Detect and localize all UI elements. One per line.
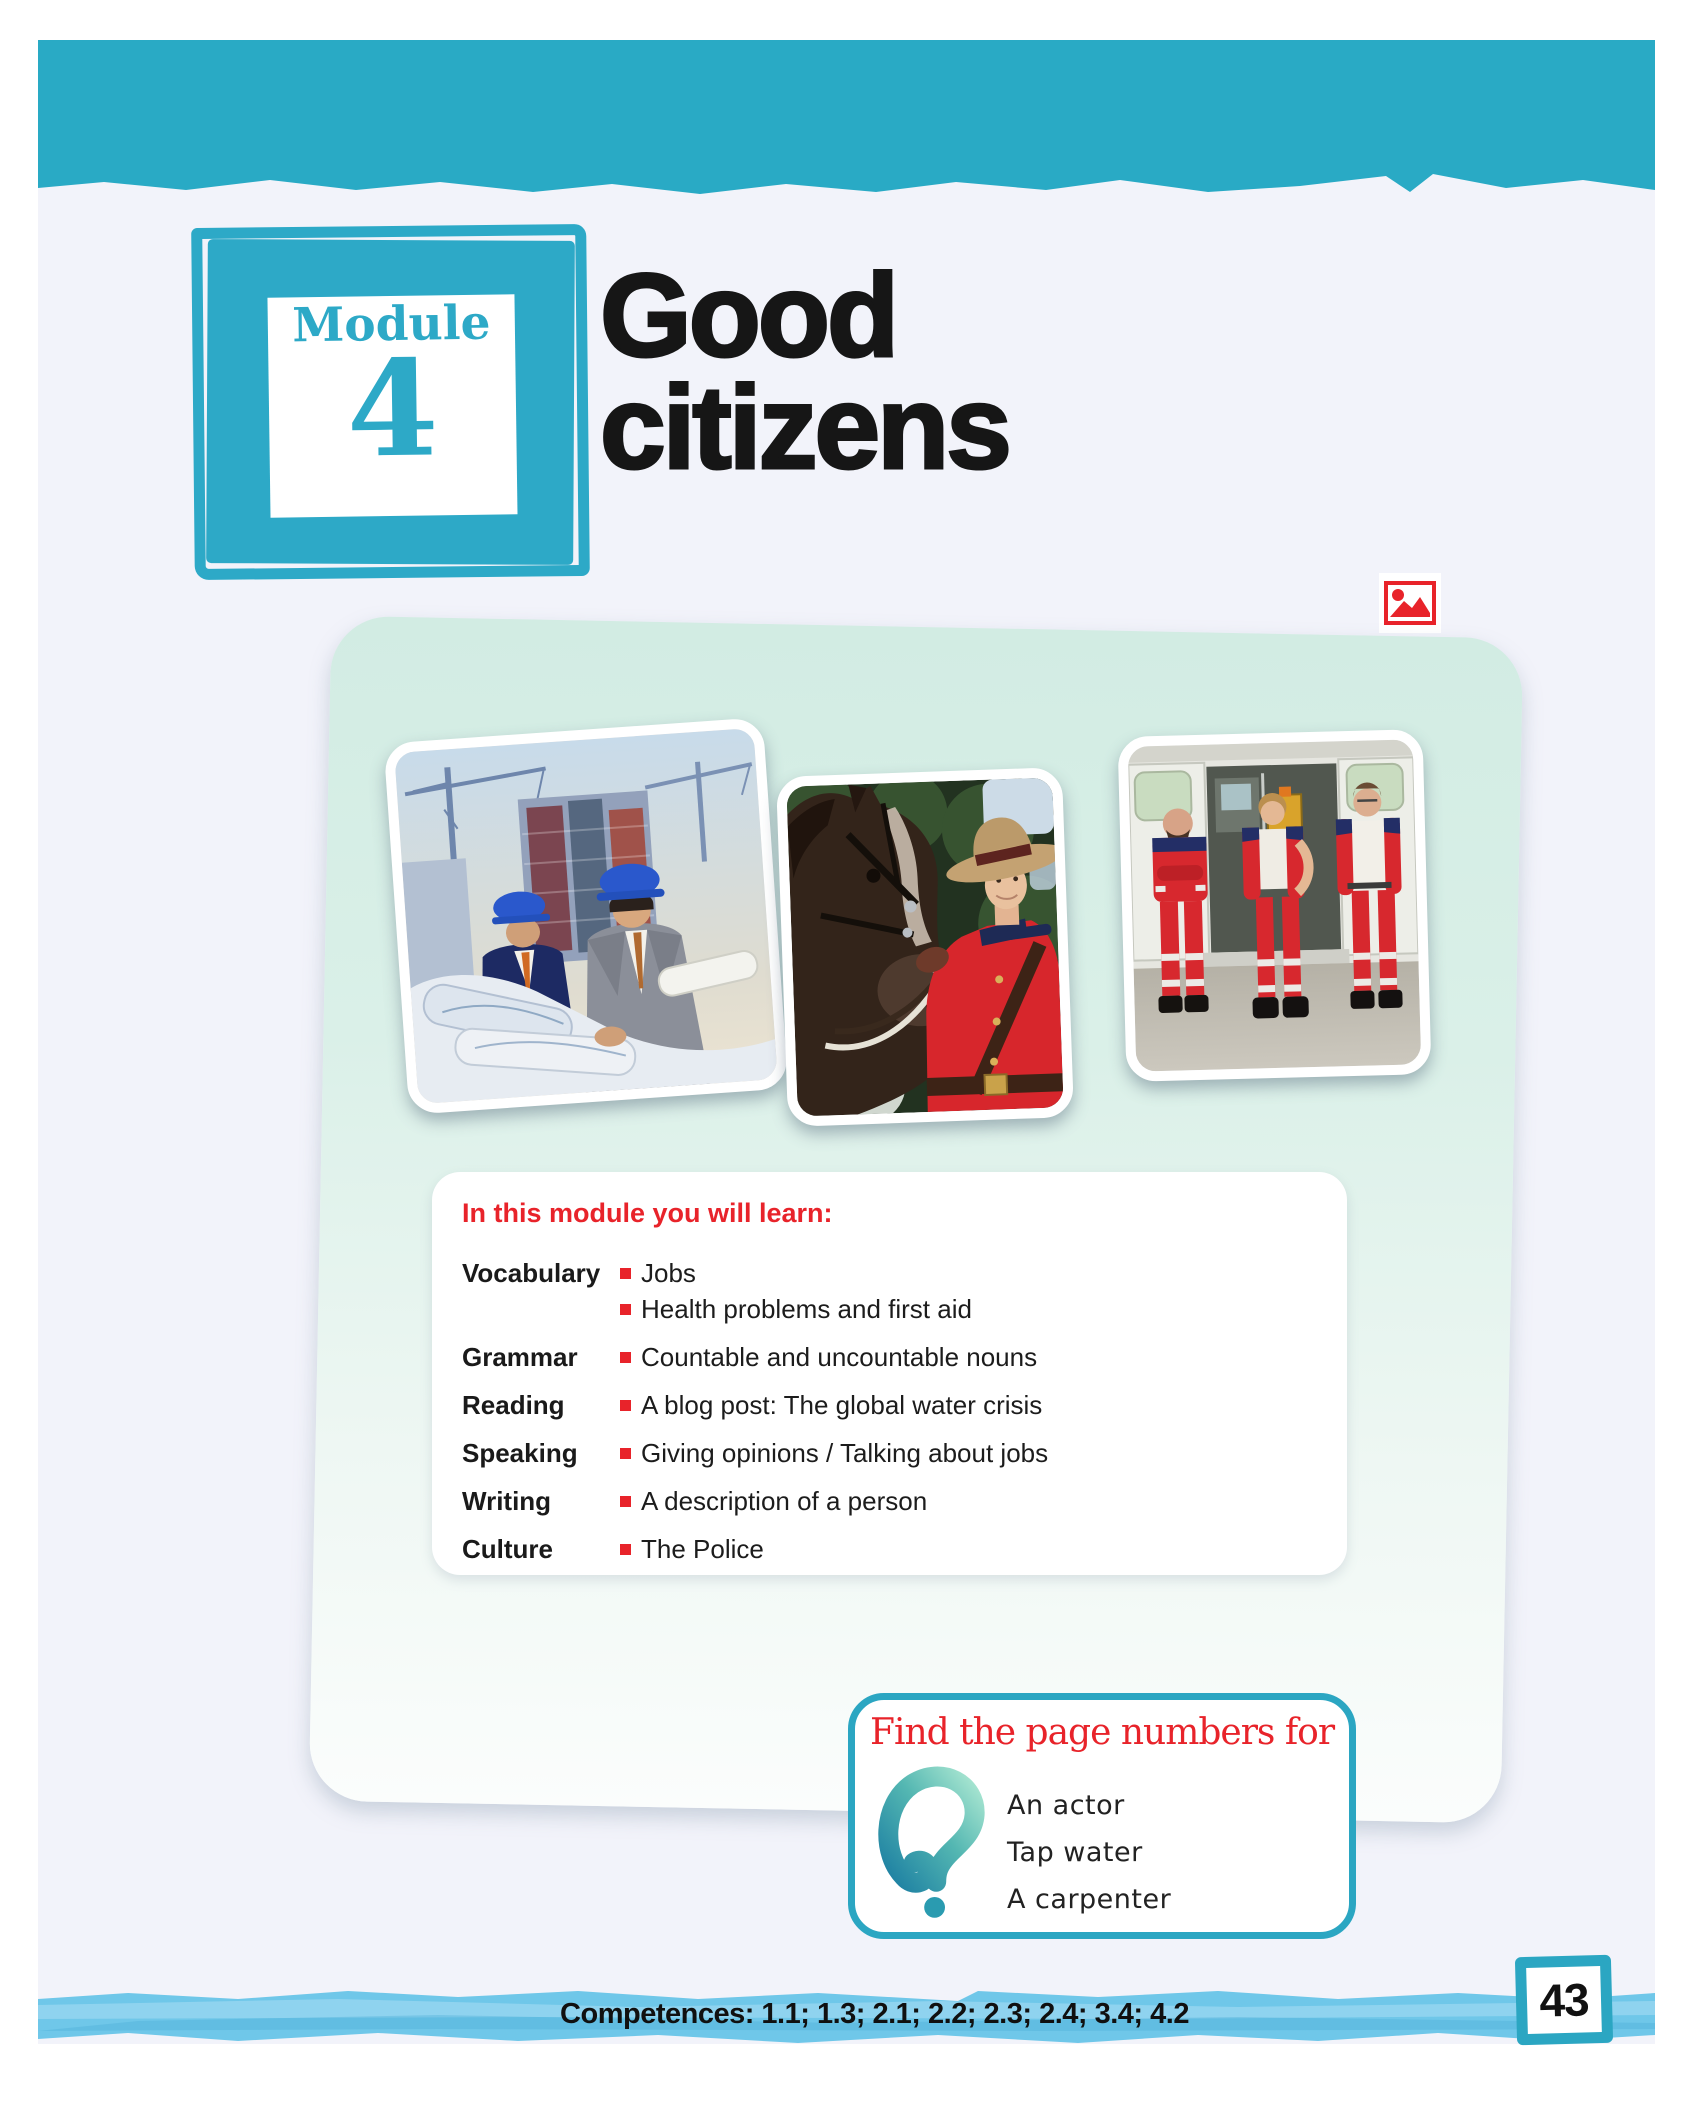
find-items-list xyxy=(1007,1782,1171,1923)
module-badge xyxy=(191,224,590,580)
learn-row-reading xyxy=(462,1387,1317,1423)
bullet-icon xyxy=(620,1544,631,1555)
learn-row-speaking xyxy=(462,1435,1317,1471)
page-title xyxy=(600,250,1009,494)
page-number-box xyxy=(1515,1955,1613,2045)
top-banner xyxy=(38,40,1655,210)
find-item: A carpenter xyxy=(1007,1884,1172,1915)
module-badge-inner-frame xyxy=(206,239,575,565)
page-title-line2: citizens xyxy=(600,362,1009,494)
bullet-icon xyxy=(620,1448,631,1459)
learn-item xyxy=(620,1531,764,1567)
learn-heading: In this module you will learn: xyxy=(462,1198,833,1228)
competences-text: Competences: 1.1; 1.3; 2.1; 2.2; 2.3; 2.4; 3.4; 4.2 xyxy=(560,1998,1189,2030)
learn-label: Speaking xyxy=(462,1438,578,1468)
find-item: Tap water xyxy=(1007,1837,1143,1868)
paramedics-scene xyxy=(1128,739,1421,1071)
learn-item xyxy=(620,1255,972,1291)
page-title-line1: Good xyxy=(600,250,897,382)
construction-engineers-photo xyxy=(383,717,788,1115)
learn-label: Writing xyxy=(462,1486,552,1516)
bullet-icon xyxy=(620,1268,631,1279)
find-page-numbers-box xyxy=(848,1693,1356,1939)
page-number: 43 xyxy=(1538,1973,1590,2027)
learn-item-text: Health problems and first aid xyxy=(641,1294,972,1324)
learn-item xyxy=(620,1291,972,1327)
learn-item xyxy=(620,1387,1042,1423)
find-item: An actor xyxy=(1007,1790,1125,1821)
module-badge-face xyxy=(267,294,517,517)
learn-label: Reading xyxy=(462,1390,565,1420)
paramedics-photo xyxy=(1118,729,1432,1082)
learn-item xyxy=(620,1483,927,1519)
bullet-icon xyxy=(620,1400,631,1411)
module-number: 4 xyxy=(345,331,440,488)
learn-label: Culture xyxy=(462,1534,553,1564)
learn-item-text: Giving opinions / Talking about jobs xyxy=(641,1438,1049,1468)
mountie-scene xyxy=(786,777,1063,1116)
bullet-icon xyxy=(620,1352,631,1363)
learn-label: Grammar xyxy=(462,1342,578,1372)
learn-item-text: Countable and uncountable nouns xyxy=(641,1342,1038,1372)
learn-row-vocabulary xyxy=(462,1255,1317,1327)
learn-item-text: A description of a person xyxy=(641,1486,928,1516)
find-box-title: Find the page numbers for xyxy=(869,1712,1335,1753)
learn-label: Vocabulary xyxy=(462,1258,601,1288)
learn-item-text: A blog post: The global water crisis xyxy=(641,1390,1043,1420)
picture-icon xyxy=(1379,573,1441,633)
module-label: Module xyxy=(291,295,491,354)
building-left xyxy=(402,858,475,992)
bullet-icon xyxy=(620,1496,631,1507)
mounted-police-officer-photo xyxy=(776,767,1074,1127)
module-contents-box xyxy=(432,1172,1347,1575)
bullet-icon xyxy=(620,1304,631,1315)
learn-item-text: Jobs xyxy=(641,1258,696,1288)
learn-row-culture xyxy=(462,1531,1317,1567)
question-mark-icon xyxy=(877,1752,989,1930)
learn-item xyxy=(620,1339,1037,1375)
learn-row-writing xyxy=(462,1483,1317,1519)
construction-scene xyxy=(394,728,778,1104)
learn-item-text: The Police xyxy=(641,1534,764,1564)
learn-row-grammar xyxy=(462,1339,1317,1375)
learn-item xyxy=(620,1435,1048,1471)
